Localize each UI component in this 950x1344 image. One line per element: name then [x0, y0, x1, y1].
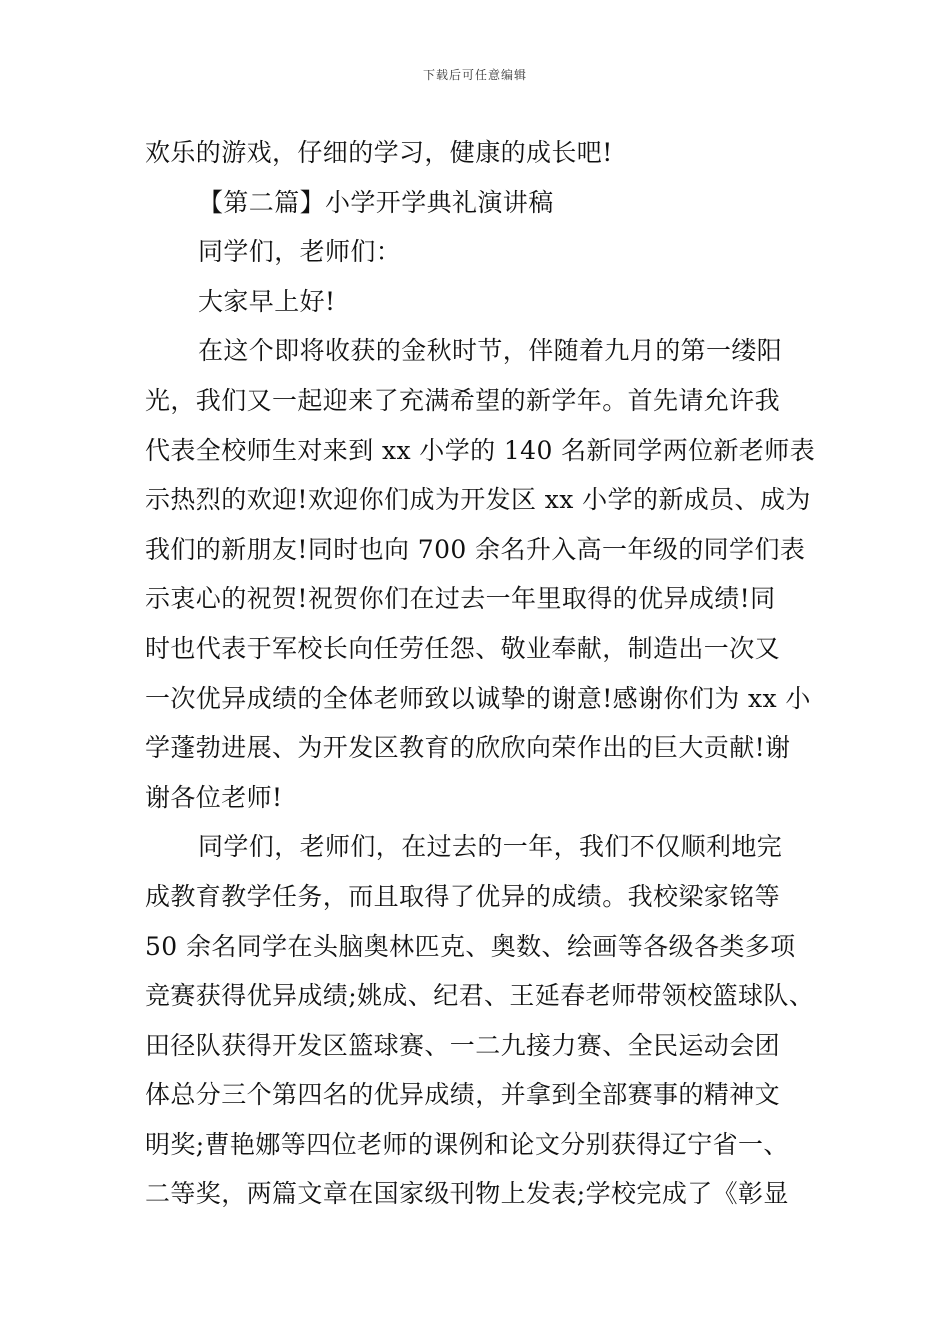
text-line: 我们的新朋友!同时也向 700 余名升入高一年级的同学们表	[145, 534, 806, 564]
text-line: 田径队获得开发区篮球赛、一二九接力赛、全民运动会团	[145, 1030, 781, 1060]
text-line: 50 余名同学在头脑奥林匹克、奥数、绘画等各级各类多项	[145, 931, 796, 961]
text-line: 明奖;曹艳娜等四位老师的课例和论文分别获得辽宁省一、	[145, 1129, 789, 1159]
text-line: 时也代表于军校长向任劳任怨、敬业奉献，制造出一次又	[145, 633, 781, 663]
text-line: 谢各位老师!	[145, 782, 283, 812]
text-line: 光，我们又一起迎来了充满希望的新学年。首先请允许我	[145, 385, 781, 415]
text-line: 成教育教学任务，而且取得了优异的成绩。我校梁家铭等	[145, 881, 781, 911]
text-line: 二等奖，两篇文章在国家级刊物上发表;学校完成了《彰显	[145, 1179, 789, 1209]
paragraph-start: 在这个即将收获的金秋时节，伴随着九月的第一缕阳	[198, 336, 783, 366]
greeting: 大家早上好!	[198, 286, 336, 316]
text-line: 示热烈的欢迎!欢迎你们成为开发区 xx 小学的新成员、成为	[145, 485, 811, 515]
text-line: 示衷心的祝贺!祝贺你们在过去一年里取得的优异成绩!同	[145, 584, 776, 614]
page-header-note: 下载后可任意编辑	[422, 68, 527, 82]
text-line: 学蓬勃进展、为开发区教育的欣欣向荣作出的巨大贡献!谢	[145, 733, 791, 763]
paragraph-start: 同学们，老师们，在过去的一年，我们不仅顺利地完	[198, 832, 783, 862]
text-line: 竞赛获得优异成绩;姚成、纪君、王延春老师带领校篮球队、	[145, 981, 815, 1011]
text-line: 欢乐的游戏，仔细的学习，健康的成长吧!	[145, 138, 613, 167]
section-heading: 【第二篇】小学开学典礼演讲稿	[198, 187, 554, 217]
text-line: 一次优异成绩的全体老师致以诚挚的谢意!感谢你们为 xx 小	[145, 683, 811, 713]
text-line: 代表全校师生对来到 xx 小学的 140 名新同学两位新老师表	[145, 435, 816, 465]
document-body	[145, 128, 815, 1219]
salutation: 同学们，老师们：	[198, 237, 402, 267]
text-line: 体总分三个第四名的优异成绩，并拿到全部赛事的精神文	[145, 1080, 781, 1110]
